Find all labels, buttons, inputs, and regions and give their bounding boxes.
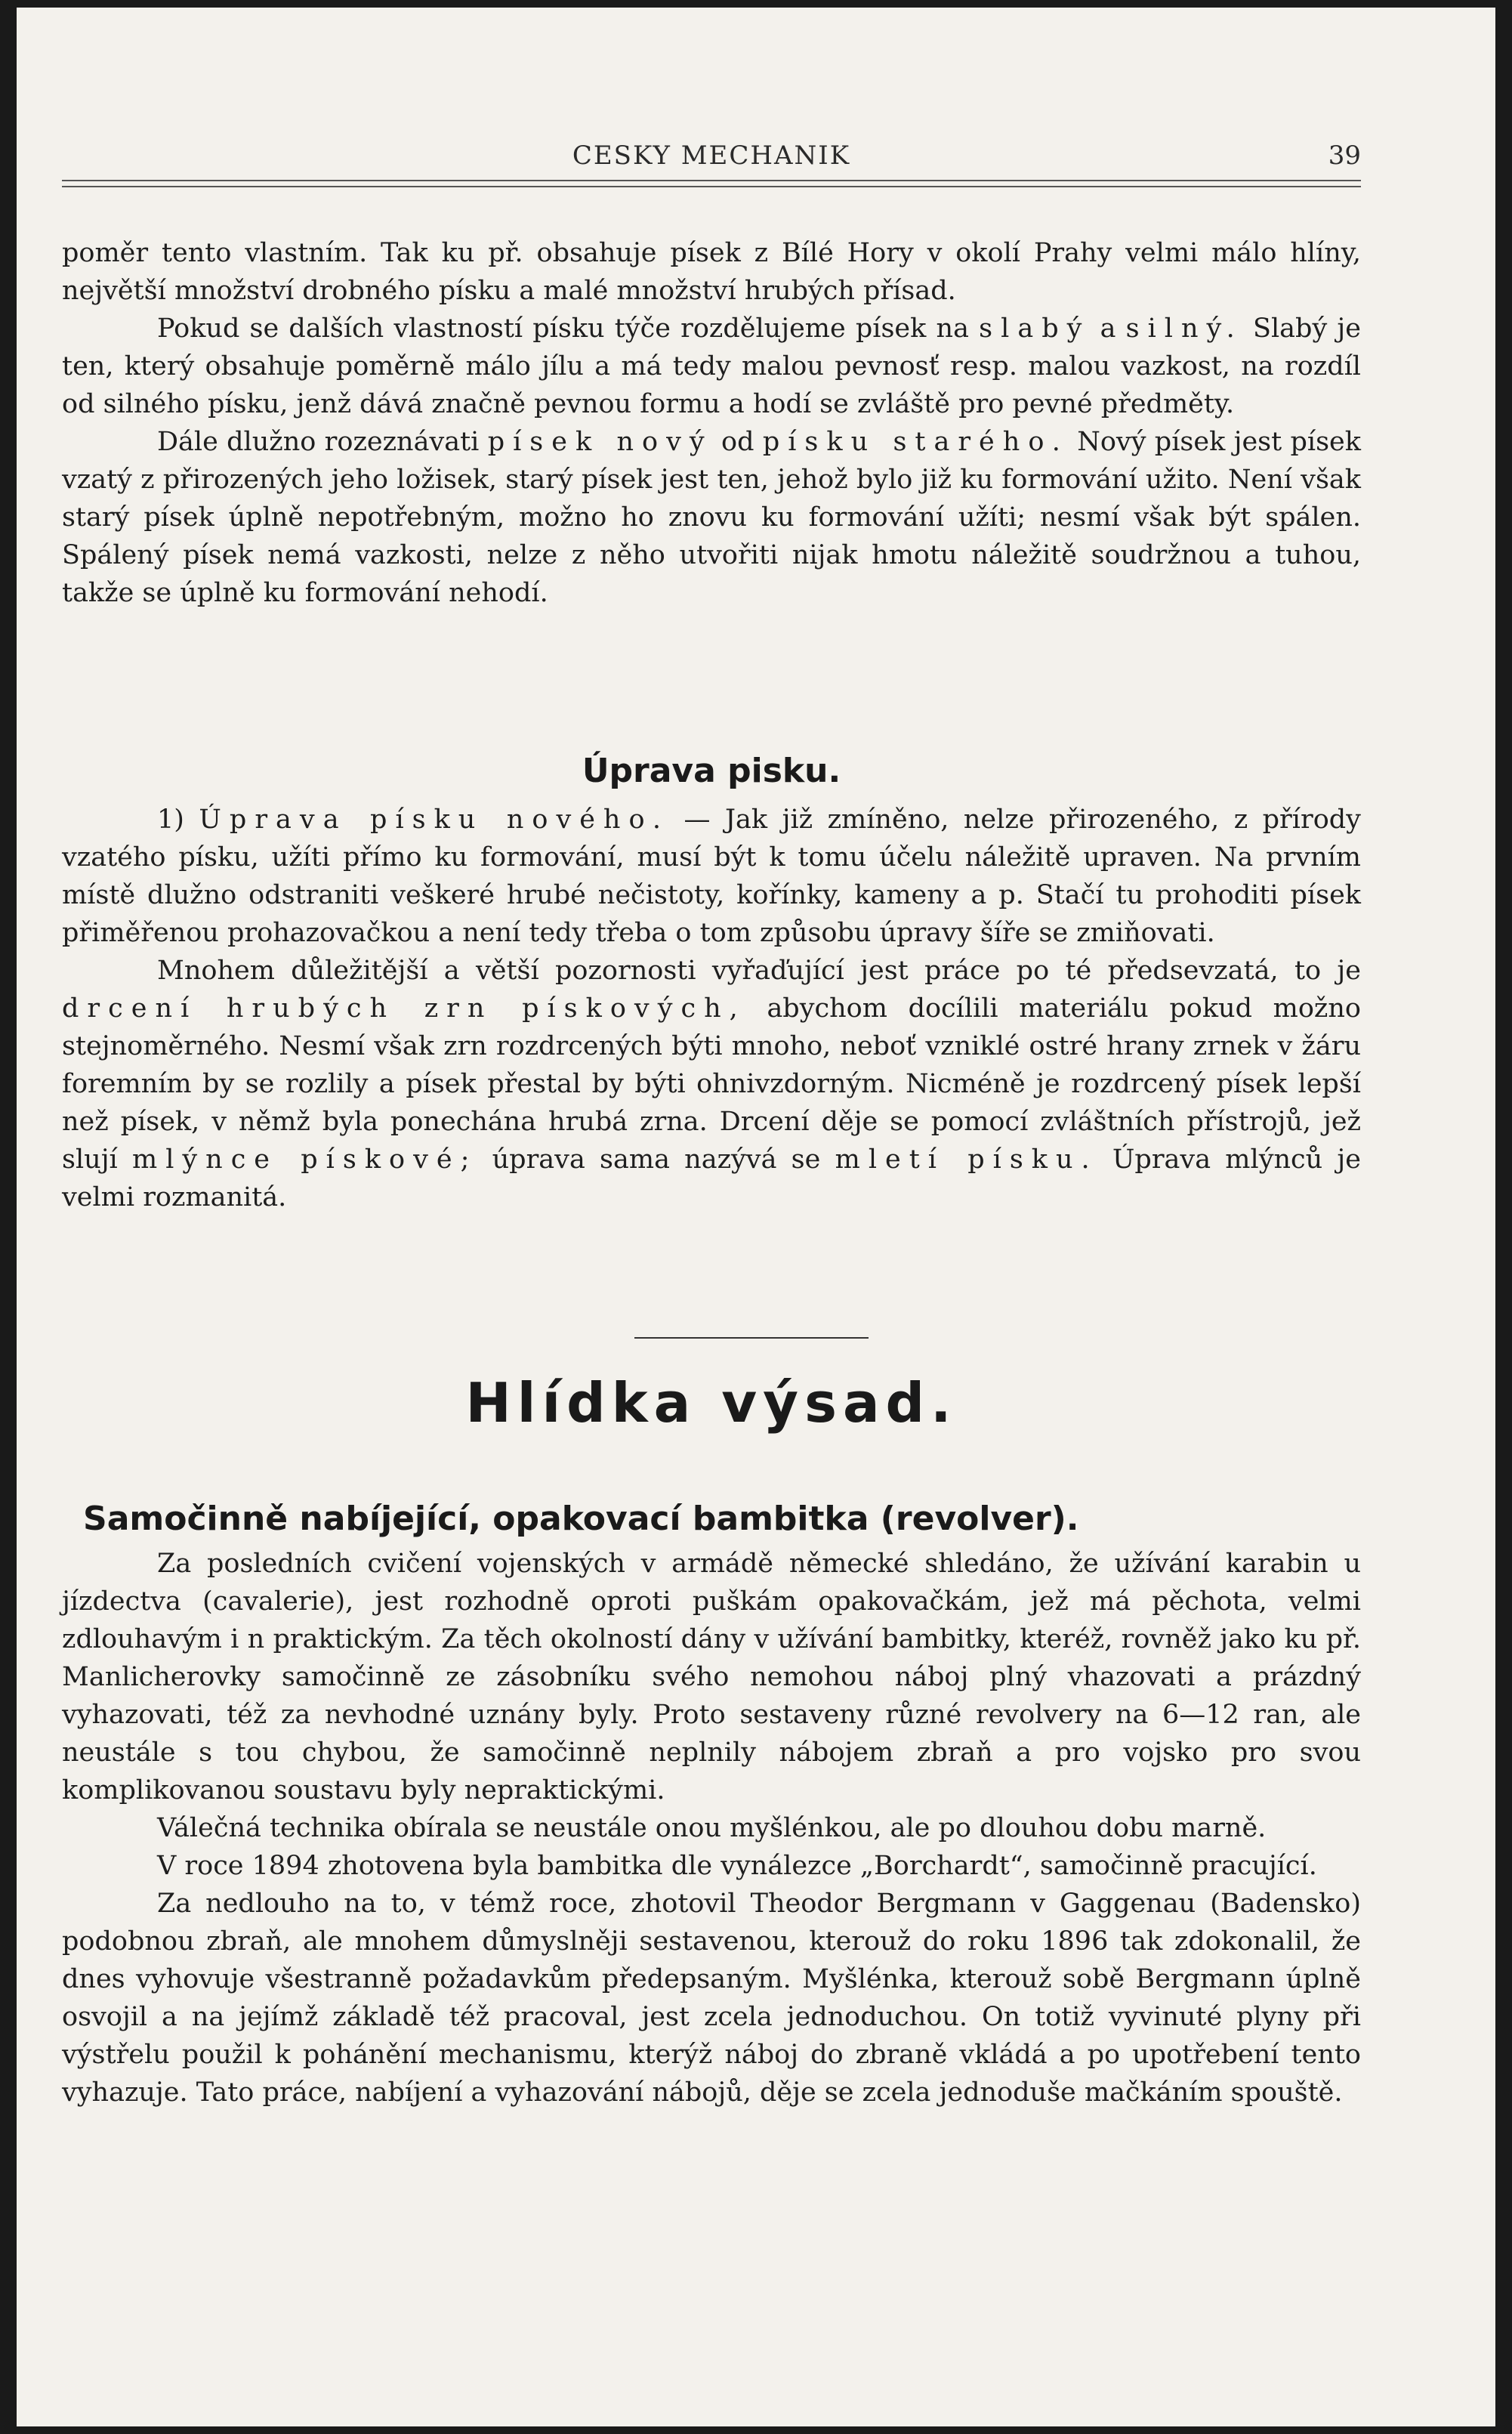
section-text-block xyxy=(62,801,1361,1216)
paragraph-text: a xyxy=(1100,314,1116,344)
spaced-term: písku starého. xyxy=(762,427,1069,457)
spaced-term: drcení hrubých zrn pískových, xyxy=(62,993,746,1024)
spaced-term: mlýnce pískové; xyxy=(132,1144,478,1175)
spaced-term: mletí písku. xyxy=(835,1144,1098,1175)
header-rule-2 xyxy=(62,186,1361,187)
paragraph-text: Nový písek jest písek vzatý z přirozených jeho ložisek, starý písek jest ten, jehož bylo již ku formování užito. Není však starý písek úplně nepotřebným, možno ho znovu ku formování užíti; nesmí však být spálen. Spálený písek nemá vazkosti, nelze z něho utvořiti nijak hmotu náležitě soudržnou a tuhou, takže se úplně ku formování nehodí. xyxy=(62,427,1361,608)
paragraph-text: Pokud se dalších vlastností písku týče rozdělujeme písek na xyxy=(157,314,969,344)
paragraph-text: od xyxy=(721,427,754,457)
paragraph-text: Mnohem důležitější a větší pozornosti vyřaďující jest práce po té předsevzatá, to je xyxy=(157,956,1361,986)
header-rule xyxy=(62,180,1361,181)
column-heading: Hlídka výsad. xyxy=(465,1371,958,1435)
paragraph-text: — Jak již zmíněno, nelze přirozeného, z přírody vzatého písku, užíti přímo ku formování, musí být k tomu účelu náležitě upraven. Na prvním místě dlužno odstraniti veškeré hrubé nečistoty, kořínky, kameny a p. Stačí tu prohoditi písek přiměřenou prohazovačkou a není tedy třeba o tom způsobu úpravy šíře se zmiňovati. xyxy=(62,805,1361,948)
paragraph-text: poměr tento vlastním. Tak ku př. obsahuje písek z Bílé Hory v okolí Prahy velmi málo hlíny, největší množství drobného písku a malé množství hrubých přísad. xyxy=(62,238,1361,306)
paragraph: Válečná technika obírala se neustále onou myšlénkou, ale po dlouhou dobu marně. xyxy=(157,1813,1267,1843)
journal-title: CESKY MECHANIK xyxy=(572,141,851,171)
paragraph: Za nedlouho na to, v témž roce, zhotovil Theodor Bergmann v Gaggenau (Badensko) podobnou zbraň, ale mnohem důmyslněji sestavenou, kterouž do roku 1896 tak zdokonalil, že dnes vyhovuje všestranně požadavkům předepsaným. Myšlénka, kterouž sobě Bergmann úplně osvojil a na jejímž základě též pracoval, jest zcela jednoduchou. On totiž vyvinuté plyny při výstřelu použil k pohánění mechanismu, kterýž náboj do zbraně vkládá a po upotřebení tento vyhazuje. Tato práce, nabíjení a vyhazování nábojů, děje se zcela jednoduše mačkáním spouště. xyxy=(62,1889,1361,2108)
paragraph-text: Úprava mlýnců je velmi rozmanitá. xyxy=(62,1144,1361,1212)
paragraph: Za posledních cvičení vojenských v armádě německé shledáno, že užívání karabin u jízdectva (cavalerie), jest rozhodně oproti puškám opakovačkám, jež má pěchota, velmi zdlouhavým i n praktickým. Za těch okolností dány v užívání bambitky, kteréž, rovněž jako ku př. Manlicherovky samočinně ze zásobníku svého nemohou náboj plný vhazovati a prázdný vyhazovati, též za nevhodné uznány byly. Proto sestaveny různé revolvery na 6—12 ran, ale neustále s tou chybou, že samočinně neplnily nábojem zbraň a pro vojsko pro svou komplikovanou soustavu byly nepraktickými. xyxy=(62,1549,1361,1805)
paragraph: V roce 1894 zhotovena byla bambitka dle vynálezce „Borchardt“, samočinně pracující. xyxy=(157,1851,1317,1881)
divider-rule xyxy=(634,1337,869,1339)
spaced-term: písek nový xyxy=(487,427,713,457)
page-number: 39 xyxy=(1328,141,1361,171)
paragraph-text: úprava sama nazývá se xyxy=(492,1144,821,1175)
spaced-term: silný. xyxy=(1125,314,1243,344)
spaced-term: Úprava písku nového. xyxy=(199,805,670,835)
paragraph xyxy=(62,234,1361,310)
section-heading: Úprava pisku. xyxy=(582,752,841,790)
top-text-block xyxy=(62,234,1361,612)
article-text-block xyxy=(62,1545,1361,2111)
paragraph xyxy=(62,310,1361,423)
list-number: 1) xyxy=(157,805,184,835)
article-title: Samočinně nabíjející, opakovací bambitka (revolver). xyxy=(83,1500,1079,1538)
running-header xyxy=(62,141,1361,174)
paragraph xyxy=(62,952,1361,1216)
paragraph xyxy=(62,801,1361,952)
paragraph-text: Dále dlužno rozeznávati xyxy=(157,427,480,457)
paragraph xyxy=(62,423,1361,612)
spaced-term: slabý xyxy=(979,314,1091,344)
paragraph-text: abychom docílili materiálu pokud možno stejnoměrného. Nesmí však zrn rozdrcených býti mnoho, neboť vzniklé ostré hrany zrnek v žáru foremním by se rozlily a písek přestal by býti ohnivzdorným. Nicméně je rozdrcený písek lepší než písek, v němž byla ponechána hrubá zrna. Drcení děje se pomocí zvláštních přístrojů, jež slují xyxy=(62,993,1361,1175)
paragraph-text: Slabý je ten, který obsahuje poměrně málo jílu a má tedy malou pevnosť resp. malou vazkost, na rozdíl od silného písku, jenž dává značně pevnou formu a hodí se zvláště pro pevné předměty. xyxy=(62,314,1361,419)
